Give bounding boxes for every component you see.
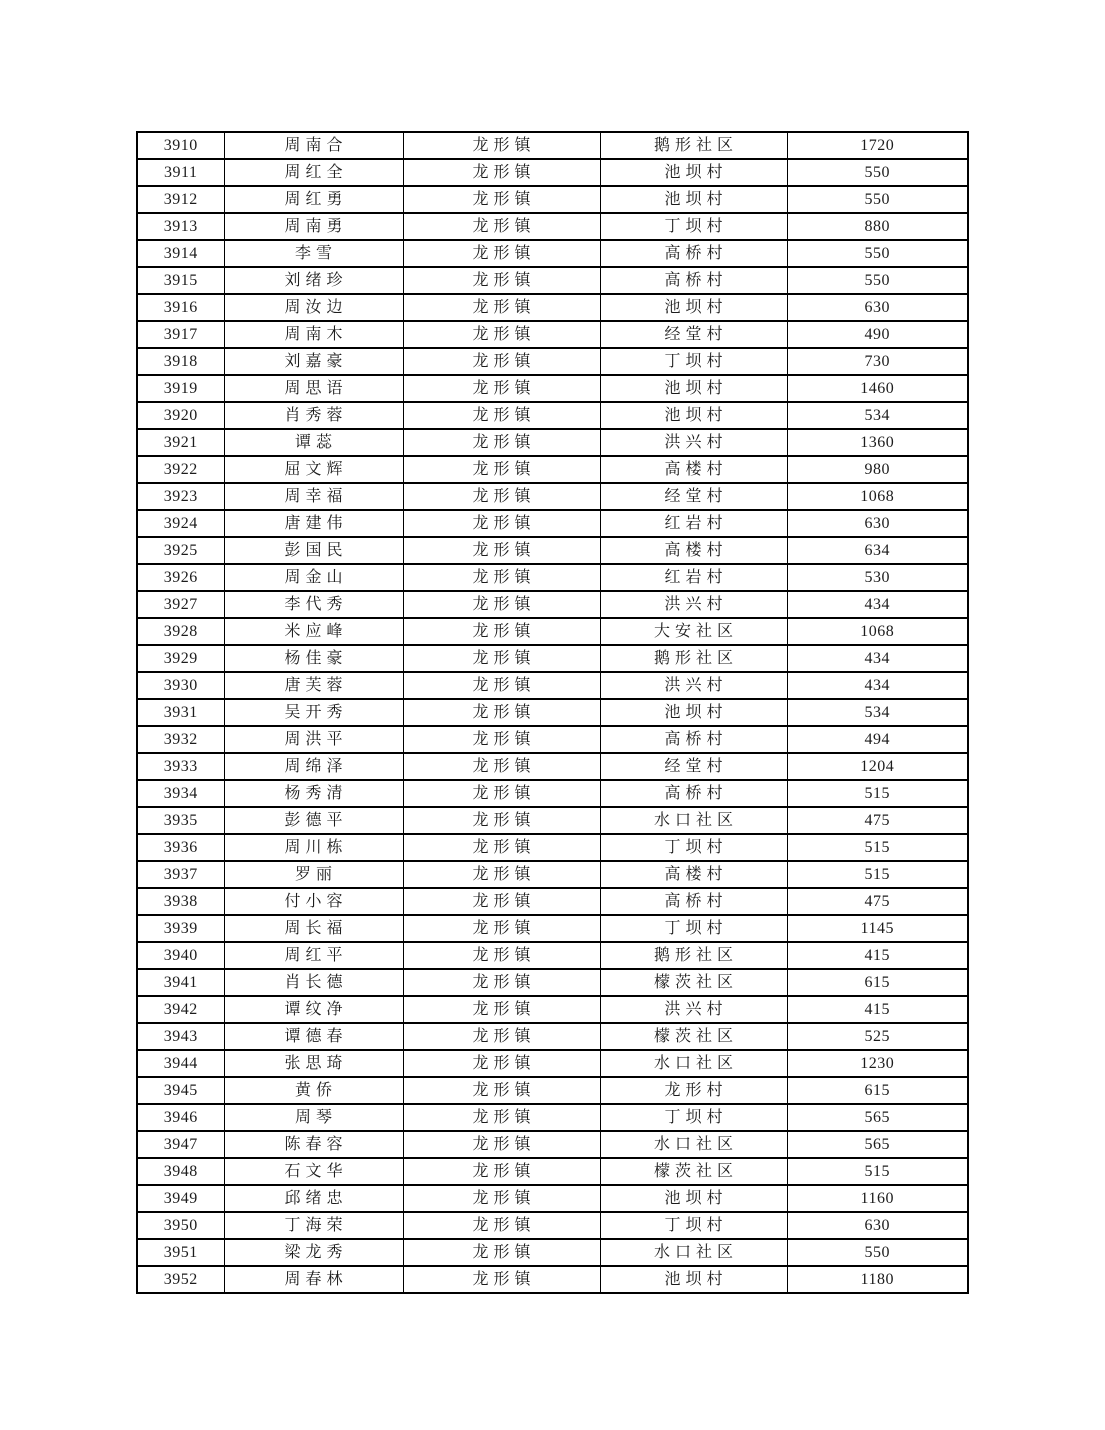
village-cell: 水口社区	[600, 1239, 787, 1266]
serial-number-cell: 3932	[137, 726, 224, 753]
village-cell: 鹅形社区	[600, 645, 787, 672]
serial-number-cell: 3937	[137, 861, 224, 888]
amount-cell: 630	[787, 510, 968, 537]
person-name-cell: 付小容	[224, 888, 403, 915]
serial-number-cell: 3927	[137, 591, 224, 618]
town-cell: 龙形镇	[403, 861, 600, 888]
table-row	[137, 348, 968, 375]
town-cell: 龙形镇	[403, 1077, 600, 1104]
serial-number-cell: 3938	[137, 888, 224, 915]
serial-number-cell: 3941	[137, 969, 224, 996]
town-cell: 龙形镇	[403, 942, 600, 969]
town-cell: 龙形镇	[403, 186, 600, 213]
village-cell: 洪兴村	[600, 591, 787, 618]
person-name-cell: 吴开秀	[224, 699, 403, 726]
town-cell: 龙形镇	[403, 456, 600, 483]
amount-cell: 475	[787, 807, 968, 834]
amount-cell: 565	[787, 1104, 968, 1131]
table-row	[137, 429, 968, 456]
town-cell: 龙形镇	[403, 1104, 600, 1131]
person-name-cell: 谭蕊	[224, 429, 403, 456]
village-cell: 龙形村	[600, 1077, 787, 1104]
records-table-body	[137, 132, 968, 1293]
table-row	[137, 996, 968, 1023]
village-cell: 池坝村	[600, 375, 787, 402]
amount-cell: 1068	[787, 618, 968, 645]
amount-cell: 515	[787, 834, 968, 861]
amount-cell: 550	[787, 1239, 968, 1266]
serial-number-cell: 3946	[137, 1104, 224, 1131]
village-cell: 池坝村	[600, 159, 787, 186]
serial-number-cell: 3952	[137, 1266, 224, 1293]
town-cell: 龙形镇	[403, 807, 600, 834]
town-cell: 龙形镇	[403, 213, 600, 240]
amount-cell: 1204	[787, 753, 968, 780]
table-row	[137, 267, 968, 294]
village-cell: 檬茨社区	[600, 1158, 787, 1185]
table-row	[137, 537, 968, 564]
amount-cell: 565	[787, 1131, 968, 1158]
town-cell: 龙形镇	[403, 834, 600, 861]
person-name-cell: 肖长德	[224, 969, 403, 996]
amount-cell: 630	[787, 1212, 968, 1239]
village-cell: 丁坝村	[600, 213, 787, 240]
person-name-cell: 邱绪忠	[224, 1185, 403, 1212]
village-cell: 丁坝村	[600, 834, 787, 861]
serial-number-cell: 3916	[137, 294, 224, 321]
amount-cell: 980	[787, 456, 968, 483]
town-cell: 龙形镇	[403, 348, 600, 375]
serial-number-cell: 3939	[137, 915, 224, 942]
person-name-cell: 周洪平	[224, 726, 403, 753]
village-cell: 高楼村	[600, 537, 787, 564]
town-cell: 龙形镇	[403, 1131, 600, 1158]
table-row	[137, 780, 968, 807]
table-row	[137, 726, 968, 753]
table-row	[137, 915, 968, 942]
village-cell: 洪兴村	[600, 429, 787, 456]
serial-number-cell: 3922	[137, 456, 224, 483]
village-cell: 红岩村	[600, 510, 787, 537]
serial-number-cell: 3934	[137, 780, 224, 807]
serial-number-cell: 3949	[137, 1185, 224, 1212]
town-cell: 龙形镇	[403, 375, 600, 402]
serial-number-cell: 3925	[137, 537, 224, 564]
amount-cell: 415	[787, 996, 968, 1023]
person-name-cell: 唐芙蓉	[224, 672, 403, 699]
person-name-cell: 罗丽	[224, 861, 403, 888]
town-cell: 龙形镇	[403, 618, 600, 645]
serial-number-cell: 3920	[137, 402, 224, 429]
person-name-cell: 丁海荣	[224, 1212, 403, 1239]
person-name-cell: 周红勇	[224, 186, 403, 213]
town-cell: 龙形镇	[403, 1266, 600, 1293]
serial-number-cell: 3919	[137, 375, 224, 402]
village-cell: 高桥村	[600, 267, 787, 294]
village-cell: 丁坝村	[600, 1212, 787, 1239]
town-cell: 龙形镇	[403, 780, 600, 807]
town-cell: 龙形镇	[403, 969, 600, 996]
person-name-cell: 周琴	[224, 1104, 403, 1131]
town-cell: 龙形镇	[403, 726, 600, 753]
table-row	[137, 456, 968, 483]
village-cell: 丁坝村	[600, 348, 787, 375]
village-cell: 水口社区	[600, 1131, 787, 1158]
table-row	[137, 834, 968, 861]
town-cell: 龙形镇	[403, 753, 600, 780]
table-row	[137, 753, 968, 780]
village-cell: 高桥村	[600, 780, 787, 807]
person-name-cell: 周南合	[224, 132, 403, 159]
village-cell: 池坝村	[600, 1266, 787, 1293]
amount-cell: 1720	[787, 132, 968, 159]
serial-number-cell: 3942	[137, 996, 224, 1023]
town-cell: 龙形镇	[403, 1158, 600, 1185]
table-row	[137, 483, 968, 510]
village-cell: 红岩村	[600, 564, 787, 591]
person-name-cell: 李代秀	[224, 591, 403, 618]
table-row	[137, 1185, 968, 1212]
person-name-cell: 刘嘉豪	[224, 348, 403, 375]
amount-cell: 1145	[787, 915, 968, 942]
village-cell: 洪兴村	[600, 672, 787, 699]
person-name-cell: 陈春容	[224, 1131, 403, 1158]
table-row	[137, 699, 968, 726]
serial-number-cell: 3933	[137, 753, 224, 780]
person-name-cell: 周南勇	[224, 213, 403, 240]
village-cell: 池坝村	[600, 699, 787, 726]
table-row	[137, 294, 968, 321]
amount-cell: 550	[787, 186, 968, 213]
amount-cell: 434	[787, 645, 968, 672]
village-cell: 大安社区	[600, 618, 787, 645]
person-name-cell: 周金山	[224, 564, 403, 591]
serial-number-cell: 3928	[137, 618, 224, 645]
amount-cell: 534	[787, 699, 968, 726]
amount-cell: 550	[787, 240, 968, 267]
table-row	[137, 132, 968, 159]
town-cell: 龙形镇	[403, 321, 600, 348]
table-row	[137, 618, 968, 645]
person-name-cell: 刘绪珍	[224, 267, 403, 294]
person-name-cell: 周绵泽	[224, 753, 403, 780]
table-row	[137, 807, 968, 834]
town-cell: 龙形镇	[403, 132, 600, 159]
person-name-cell: 肖秀蓉	[224, 402, 403, 429]
serial-number-cell: 3935	[137, 807, 224, 834]
amount-cell: 434	[787, 591, 968, 618]
table-row	[137, 402, 968, 429]
village-cell: 经堂村	[600, 753, 787, 780]
amount-cell: 515	[787, 780, 968, 807]
person-name-cell: 黄侨	[224, 1077, 403, 1104]
person-name-cell: 周红全	[224, 159, 403, 186]
person-name-cell: 周幸福	[224, 483, 403, 510]
records-table	[136, 131, 969, 1294]
amount-cell: 525	[787, 1023, 968, 1050]
town-cell: 龙形镇	[403, 1023, 600, 1050]
person-name-cell: 石文华	[224, 1158, 403, 1185]
village-cell: 丁坝村	[600, 915, 787, 942]
amount-cell: 615	[787, 969, 968, 996]
amount-cell: 1230	[787, 1050, 968, 1077]
person-name-cell: 李雪	[224, 240, 403, 267]
village-cell: 水口社区	[600, 1050, 787, 1077]
village-cell: 池坝村	[600, 186, 787, 213]
table-row	[137, 510, 968, 537]
town-cell: 龙形镇	[403, 483, 600, 510]
village-cell: 高楼村	[600, 861, 787, 888]
serial-number-cell: 3926	[137, 564, 224, 591]
amount-cell: 630	[787, 294, 968, 321]
serial-number-cell: 3924	[137, 510, 224, 537]
serial-number-cell: 3950	[137, 1212, 224, 1239]
table-row	[137, 1023, 968, 1050]
serial-number-cell: 3930	[137, 672, 224, 699]
town-cell: 龙形镇	[403, 699, 600, 726]
person-name-cell: 周思语	[224, 375, 403, 402]
village-cell: 鹅形社区	[600, 132, 787, 159]
table-row	[137, 1050, 968, 1077]
serial-number-cell: 3912	[137, 186, 224, 213]
table-row	[137, 672, 968, 699]
person-name-cell: 周红平	[224, 942, 403, 969]
serial-number-cell: 3944	[137, 1050, 224, 1077]
serial-number-cell: 3947	[137, 1131, 224, 1158]
amount-cell: 490	[787, 321, 968, 348]
amount-cell: 530	[787, 564, 968, 591]
village-cell: 水口社区	[600, 807, 787, 834]
town-cell: 龙形镇	[403, 402, 600, 429]
person-name-cell: 周春林	[224, 1266, 403, 1293]
village-cell: 鹅形社区	[600, 942, 787, 969]
amount-cell: 415	[787, 942, 968, 969]
town-cell: 龙形镇	[403, 591, 600, 618]
table-row	[137, 186, 968, 213]
person-name-cell: 谭纹净	[224, 996, 403, 1023]
amount-cell: 515	[787, 861, 968, 888]
town-cell: 龙形镇	[403, 510, 600, 537]
village-cell: 高桥村	[600, 240, 787, 267]
town-cell: 龙形镇	[403, 1212, 600, 1239]
serial-number-cell: 3951	[137, 1239, 224, 1266]
person-name-cell: 周南木	[224, 321, 403, 348]
town-cell: 龙形镇	[403, 915, 600, 942]
table-row	[137, 240, 968, 267]
person-name-cell: 彭德平	[224, 807, 403, 834]
town-cell: 龙形镇	[403, 294, 600, 321]
table-row	[137, 375, 968, 402]
table-row	[137, 942, 968, 969]
table-row	[137, 1158, 968, 1185]
person-name-cell: 唐建伟	[224, 510, 403, 537]
table-row	[137, 969, 968, 996]
village-cell: 洪兴村	[600, 996, 787, 1023]
amount-cell: 1460	[787, 375, 968, 402]
table-row	[137, 1131, 968, 1158]
serial-number-cell: 3921	[137, 429, 224, 456]
serial-number-cell: 3918	[137, 348, 224, 375]
amount-cell: 634	[787, 537, 968, 564]
town-cell: 龙形镇	[403, 240, 600, 267]
village-cell: 高桥村	[600, 726, 787, 753]
person-name-cell: 杨佳豪	[224, 645, 403, 672]
serial-number-cell: 3931	[137, 699, 224, 726]
table-row	[137, 213, 968, 240]
village-cell: 高楼村	[600, 456, 787, 483]
person-name-cell: 谭德春	[224, 1023, 403, 1050]
village-cell: 经堂村	[600, 483, 787, 510]
person-name-cell: 彭国民	[224, 537, 403, 564]
serial-number-cell: 3917	[137, 321, 224, 348]
amount-cell: 1360	[787, 429, 968, 456]
table-row	[137, 1077, 968, 1104]
table-row	[137, 861, 968, 888]
serial-number-cell: 3915	[137, 267, 224, 294]
amount-cell: 880	[787, 213, 968, 240]
person-name-cell: 米应峰	[224, 618, 403, 645]
village-cell: 池坝村	[600, 294, 787, 321]
town-cell: 龙形镇	[403, 537, 600, 564]
table-row	[137, 591, 968, 618]
person-name-cell: 梁龙秀	[224, 1239, 403, 1266]
town-cell: 龙形镇	[403, 1050, 600, 1077]
village-cell: 高桥村	[600, 888, 787, 915]
amount-cell: 730	[787, 348, 968, 375]
person-name-cell: 屈文辉	[224, 456, 403, 483]
village-cell: 经堂村	[600, 321, 787, 348]
table-row	[137, 1266, 968, 1293]
town-cell: 龙形镇	[403, 429, 600, 456]
amount-cell: 475	[787, 888, 968, 915]
amount-cell: 434	[787, 672, 968, 699]
town-cell: 龙形镇	[403, 996, 600, 1023]
town-cell: 龙形镇	[403, 564, 600, 591]
table-row	[137, 1104, 968, 1131]
amount-cell: 615	[787, 1077, 968, 1104]
serial-number-cell: 3936	[137, 834, 224, 861]
table-row	[137, 321, 968, 348]
table-row	[137, 1239, 968, 1266]
town-cell: 龙形镇	[403, 159, 600, 186]
serial-number-cell: 3911	[137, 159, 224, 186]
amount-cell: 534	[787, 402, 968, 429]
village-cell: 檬茨社区	[600, 969, 787, 996]
serial-number-cell: 3948	[137, 1158, 224, 1185]
town-cell: 龙形镇	[403, 645, 600, 672]
person-name-cell: 周长福	[224, 915, 403, 942]
amount-cell: 1180	[787, 1266, 968, 1293]
village-cell: 丁坝村	[600, 1104, 787, 1131]
table-row	[137, 888, 968, 915]
person-name-cell: 周川栋	[224, 834, 403, 861]
serial-number-cell: 3923	[137, 483, 224, 510]
table-row	[137, 564, 968, 591]
table-row	[137, 1212, 968, 1239]
person-name-cell: 周汝边	[224, 294, 403, 321]
town-cell: 龙形镇	[403, 267, 600, 294]
amount-cell: 494	[787, 726, 968, 753]
town-cell: 龙形镇	[403, 672, 600, 699]
amount-cell: 1068	[787, 483, 968, 510]
village-cell: 池坝村	[600, 1185, 787, 1212]
town-cell: 龙形镇	[403, 1185, 600, 1212]
table-row	[137, 159, 968, 186]
amount-cell: 1160	[787, 1185, 968, 1212]
serial-number-cell: 3910	[137, 132, 224, 159]
serial-number-cell: 3940	[137, 942, 224, 969]
amount-cell: 550	[787, 159, 968, 186]
person-name-cell: 杨秀清	[224, 780, 403, 807]
village-cell: 池坝村	[600, 402, 787, 429]
amount-cell: 515	[787, 1158, 968, 1185]
serial-number-cell: 3929	[137, 645, 224, 672]
table-row	[137, 645, 968, 672]
serial-number-cell: 3913	[137, 213, 224, 240]
town-cell: 龙形镇	[403, 1239, 600, 1266]
person-name-cell: 张思琦	[224, 1050, 403, 1077]
town-cell: 龙形镇	[403, 888, 600, 915]
serial-number-cell: 3945	[137, 1077, 224, 1104]
serial-number-cell: 3943	[137, 1023, 224, 1050]
village-cell: 檬茨社区	[600, 1023, 787, 1050]
serial-number-cell: 3914	[137, 240, 224, 267]
amount-cell: 550	[787, 267, 968, 294]
